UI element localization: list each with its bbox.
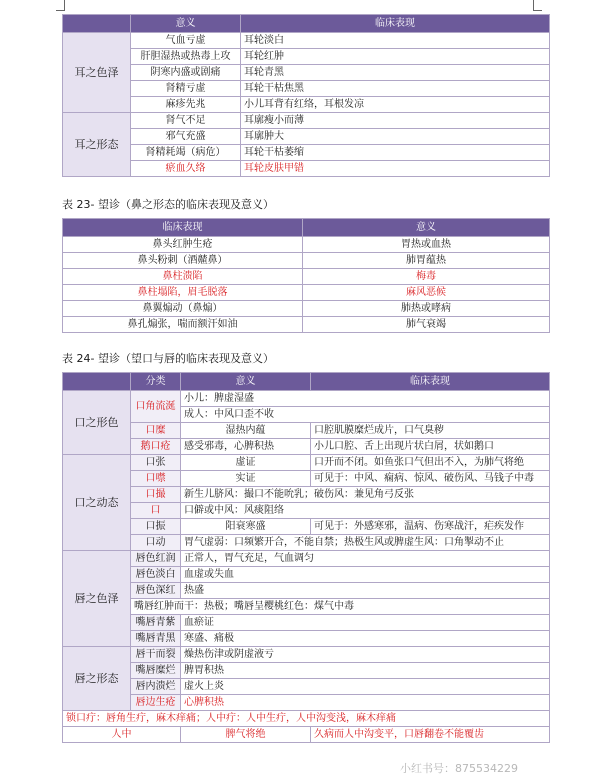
cell: 人中	[63, 727, 181, 743]
table-row	[63, 253, 550, 269]
table-row	[63, 145, 550, 161]
cell: 小儿耳背有红络，耳根发凉	[241, 97, 550, 113]
cell: 唇边生疮	[131, 695, 181, 711]
cell: 麻疹先兆	[131, 97, 241, 113]
cell: 胃热或血热	[303, 237, 550, 253]
table-row	[63, 317, 550, 333]
cell: 虚证	[181, 455, 311, 471]
table-row	[63, 113, 550, 129]
cell: 口开而不闭。如鱼张口气但出不入，为肺气将绝	[311, 455, 550, 471]
cell: 唇色淡白	[131, 567, 181, 583]
cell: 耳轮红肿	[241, 49, 550, 65]
table-row	[63, 455, 550, 471]
cell: 瘀血久络	[131, 161, 241, 177]
cell: 肾精亏虚	[131, 81, 241, 97]
table23-header	[63, 219, 550, 237]
cell: 肺热或哮病	[303, 301, 550, 317]
header-meaning: 意义	[181, 373, 311, 391]
cell: 热盛	[181, 583, 550, 599]
table-row	[63, 503, 550, 519]
cell: 正常人，胃气充足，气血调匀	[181, 551, 550, 567]
cell: 可见于：中风、痫病、惊风、破伤风、马钱子中毒	[311, 471, 550, 487]
cell: 梅毒	[303, 269, 550, 285]
cell: 麻风恶候	[303, 285, 550, 301]
table-row	[63, 727, 550, 743]
table-row	[63, 487, 550, 503]
table24-box	[62, 372, 550, 743]
ear-table-box	[62, 14, 550, 177]
cell: 肝胆湿热或热毒上攻	[131, 49, 241, 65]
table-row	[63, 391, 550, 407]
table-row	[63, 631, 550, 647]
cell: 血瘀证	[181, 615, 550, 631]
group-mouth-shape: 口之形色	[63, 391, 131, 455]
table23-caption: 表 23- 望诊（鼻之形态的临床表现及意义）	[62, 198, 274, 211]
cell: 嘴唇糜烂	[131, 663, 181, 679]
table-row	[63, 663, 550, 679]
cell-text: 小儿：脾虚湿盛	[184, 392, 254, 404]
ear-table	[62, 14, 550, 177]
cell: 鼻翼煽动（鼻煽）	[63, 301, 303, 317]
cell: 小儿口腔、舌上出现片状白屑，状如鹅口	[311, 439, 550, 455]
cell: 实证	[181, 471, 311, 487]
cell: 肺胃蕴热	[303, 253, 550, 269]
table-row	[63, 33, 550, 49]
header-meaning: 意义	[131, 15, 241, 33]
cell: 肺气衰竭	[303, 317, 550, 333]
cell: 耳轮皮肤甲错	[241, 161, 550, 177]
cell: 口张	[131, 455, 181, 471]
group-mouth-move: 口之动态	[63, 455, 131, 551]
cell: 唇色红润	[131, 551, 181, 567]
table-row	[63, 695, 550, 711]
cell: 肾精耗竭（病危）	[131, 145, 241, 161]
table-row	[63, 285, 550, 301]
table-row	[63, 49, 550, 65]
cell: 阳衰寒盛	[181, 519, 311, 535]
cell: 嘴唇红肿而干：热极；嘴唇呈樱桃红色：煤气中毒	[131, 599, 550, 615]
cell: 口噤	[131, 471, 181, 487]
cell: 锁口疔：唇角生疔，麻木痒痛；人中疔：人中生疔，人中沟变浅，麻木痒痛	[63, 711, 550, 727]
table-row	[63, 519, 550, 535]
table-row	[63, 65, 550, 81]
table-row	[63, 237, 550, 253]
cell: 唇色深红	[131, 583, 181, 599]
cell: 鼻柱溃陷	[63, 269, 303, 285]
group-lip-color: 唇之色泽	[63, 551, 131, 647]
cell: 耳廓肿大	[241, 129, 550, 145]
table-row	[63, 535, 550, 551]
cell: 耳轮干枯焦黑	[241, 81, 550, 97]
cell: 可见于：外感寒邪，温病、伤寒战汗，疟疾发作	[311, 519, 550, 535]
cell: 口撮	[131, 487, 181, 503]
table-row	[63, 615, 550, 631]
cell: 唇内溃烂	[131, 679, 181, 695]
table23	[62, 218, 550, 333]
table-row	[63, 711, 550, 727]
table-row	[63, 423, 550, 439]
table24	[62, 372, 550, 743]
cell: 鼻孔煽张，喘而额汗如油	[63, 317, 303, 333]
table-row	[63, 551, 550, 567]
cell: 口动	[131, 535, 181, 551]
cell: 口角流涎	[131, 391, 181, 423]
cell: 鼻头粉刺（酒齄鼻）	[63, 253, 303, 269]
cell: 气血亏虚	[131, 33, 241, 49]
cell: 唇干而裂	[131, 647, 181, 663]
watermark: 小红书号：875534229	[400, 762, 518, 775]
cell: 湿热内蕴	[181, 423, 311, 439]
cell: 新生儿脐风：撮口不能吮乳；破伤风：兼见角弓反张	[181, 487, 550, 503]
header-category: 分类	[131, 373, 181, 391]
cell: 嘴唇青紫	[131, 615, 181, 631]
cell: 耳轮干枯萎缩	[241, 145, 550, 161]
cell	[181, 391, 550, 407]
cell: 寒盛、痛极	[181, 631, 550, 647]
cell: 口糜	[131, 423, 181, 439]
table-row	[63, 679, 550, 695]
table-row	[63, 439, 550, 455]
table23-box	[62, 218, 550, 333]
cell: 感受邪毒，心脾积热	[181, 439, 311, 455]
cell: 鹅口疮	[131, 439, 181, 455]
table-row	[63, 81, 550, 97]
table-row	[63, 583, 550, 599]
header-clinical: 临床表现	[241, 15, 550, 33]
cell: 成人：中风口歪不收	[181, 407, 550, 423]
cell: 脾胃积热	[181, 663, 550, 679]
header-clinical: 临床表现	[311, 373, 550, 391]
table-row	[63, 269, 550, 285]
group-ear-shape: 耳之形态	[63, 113, 131, 177]
cell: 燥热伤津或阴虚液亏	[181, 647, 550, 663]
table-row	[63, 567, 550, 583]
cell: 脾气将绝	[181, 727, 311, 743]
cell: 肾气不足	[131, 113, 241, 129]
cell: 虚火上炎	[181, 679, 550, 695]
crop-mark-left	[56, 0, 65, 11]
table-row	[63, 161, 550, 177]
header-clinical: 临床表现	[63, 219, 303, 237]
cell: 鼻柱塌陷，眉毛脱落	[63, 285, 303, 301]
table24-caption: 表 24- 望诊（望口与唇的临床表现及意义）	[62, 352, 274, 365]
cell: 胃气虚弱：口频繁开合，不能自禁；热极生风或脾虚生风：口角掣动不止	[181, 535, 550, 551]
group-ear-color: 耳之色泽	[63, 33, 131, 113]
cell: 耳轮淡白	[241, 33, 550, 49]
group-lip-shape: 唇之形态	[63, 647, 131, 711]
cell: 心脾积热	[181, 695, 550, 711]
cell: 嘴唇青黑	[131, 631, 181, 647]
cell: 阴寒内盛或剧痛	[131, 65, 241, 81]
cell: 邪气充盛	[131, 129, 241, 145]
table-row	[63, 129, 550, 145]
cell: 久病而人中沟变平，口唇翻卷不能覆齿	[311, 727, 550, 743]
cell: 耳廓瘦小而薄	[241, 113, 550, 129]
crop-mark-right	[533, 0, 542, 11]
cell: 口	[131, 503, 181, 519]
table-row	[63, 647, 550, 663]
cell: 耳轮青黑	[241, 65, 550, 81]
cell: 鼻头红肿生疮	[63, 237, 303, 253]
table-row	[63, 301, 550, 317]
header-meaning: 意义	[303, 219, 550, 237]
header-blank	[63, 15, 131, 33]
table-row	[63, 471, 550, 487]
table24-header	[63, 373, 550, 391]
cell: 口僻或中风：风痰阻络	[181, 503, 550, 519]
cell: 血虚或失血	[181, 567, 550, 583]
cell: 口振	[131, 519, 181, 535]
header-blank	[63, 373, 131, 391]
table-row	[63, 599, 550, 615]
ear-table-header	[63, 15, 550, 33]
table-row	[63, 97, 550, 113]
cell: 口腔肌膜糜烂成片，口气臭秽	[311, 423, 550, 439]
